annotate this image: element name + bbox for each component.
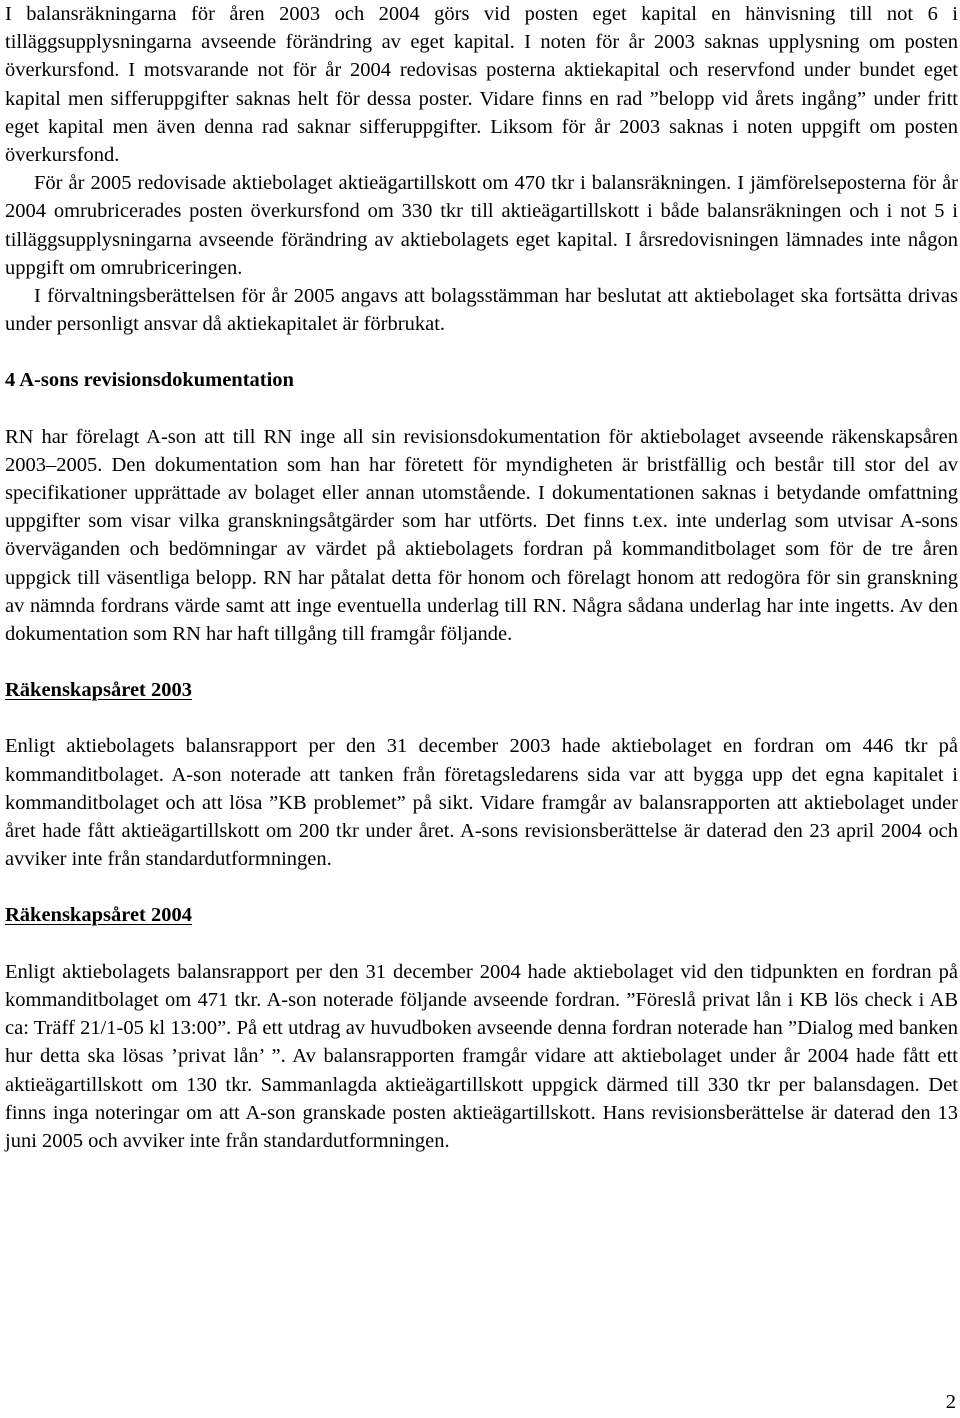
spacer — [5, 873, 958, 901]
spacer — [5, 704, 958, 732]
page-number: 2 — [945, 1391, 956, 1413]
spacer — [5, 930, 958, 958]
document-page — [5, 0, 958, 1155]
spacer — [5, 338, 958, 366]
paragraph-year-2003: Enligt aktiebolagets balansrapport per den 31 december 2003 hade aktiebolaget en fordran om 446 tkr på kommanditbolaget. A-son noterade att tanken från företagsledarens sida var att bygga upp det egna kapitalet i kommanditbolaget och att lösa ”KB problemet” på sikt. Vidare framgår av balansrapporten att aktiebolaget under året hade fått aktieägartillskott om 200 tkr under året. A-sons revisionsberättelse är daterad den 23 april 2004 och avviker inte från standardutformningen. — [5, 735, 958, 871]
intro-paragraph-management-report: I förvaltningsberättelsen för år 2005 angavs att bolagsstämman har beslutat att aktiebolaget ska fortsätta drivas under personligt ansvar då aktiekapitalet är förbrukat. — [5, 285, 958, 336]
intro-paragraph-notes: I balansräkningarna för åren 2003 och 2004 görs vid posten eget kapital en hänvisning till not 6 i tilläggsupplysningarna avseende förändring av eget kapital. I noten för år 2003 saknas upplysning om posten överkursfond. I motsvarande not för år 2004 redovisas posterna aktiekapital och reservfond under bundet eget kapital men sifferuppgifter saknas helt för dessa poster. Vidare finns en rad ”belopp vid årets ingång” under fritt eget kapital men även denna rad saknar sifferuppgifter. Liksom för år 2003 saknas i noten uppgift om posten överkursfond. — [5, 3, 958, 167]
spacer — [5, 648, 958, 676]
subheading-year-2003: Räkenskapsåret 2003 — [5, 679, 192, 702]
intro-paragraph-2005: För år 2005 redovisade aktiebolaget aktieägartillskott om 470 tkr i balansräkningen. I jämförelseposterna för år 2004 omrubricerades posten överkursfond om 330 tkr till aktieägartillskott i både balansräkningen och i not 5 i tilläggsupplysningarna avseende förändring av aktiebolagets eget kapital. I årsredovisningen lämnades inte någon uppgift om omrubriceringen. — [5, 172, 958, 279]
paragraph-year-2004: Enligt aktiebolagets balansrapport per den 31 december 2004 hade aktiebolaget vid den tidpunkten en fordran på kommanditbolaget om 471 tkr. A-son noterade följande avseende fordran. ”Föreslå privat lån i KB lös check i AB ca: Träff 21/1-05 kl 13:00”. På ett utdrag av huvudboken avseende denna fordran noterade han ”Dialog med banken hur detta ska lösas ’privat lån’ ”. Av balansrapporten framgår vidare att aktiebolaget under år 2004 hade fått ett aktieägartillskott om 130 tkr. Sammanlagda aktieägartillskott uppgick därmed till 330 tkr per balansdagen. Det finns inga noteringar om att A-son granskade posten aktieägartillskott. Hans revisionsberättelse är daterad den 13 juni 2005 och avviker inte från standardutformningen. — [5, 960, 958, 1152]
subheading-year-2004: Räkenskapsåret 2004 — [5, 904, 192, 927]
section-paragraph-documentation: RN har förelagt A-son att till RN inge all sin revisionsdokumentation för aktiebolaget avseende räkenskapsåren 2003–2005. Den dokumentation som han har företett för myndigheten är bristfällig och består till stor del av specifikationer upprättade av bolaget eller annan utomstående. I dokumentationen saknas i betydande omfattning uppgifter som visar vilka granskningsåtgärder som har utförts. Det finns t.ex. inte underlag som utvisar A-sons överväganden och bedömningar av värdet på aktiebolagets fordran på kommanditbolaget som för de tre åren uppgick till väsentliga belopp. RN har påtalat detta för honom och förelagt honom att redogöra för sin granskning av nämnda fordrans värde samt att inge eventuella underlag till RN. Några sådana underlag har inte ingetts. Av den dokumentation som RN har haft tillgång till framgår följande. — [5, 425, 958, 646]
spacer — [5, 395, 958, 423]
section-heading: 4 A-sons revisionsdokumentation — [5, 369, 294, 392]
